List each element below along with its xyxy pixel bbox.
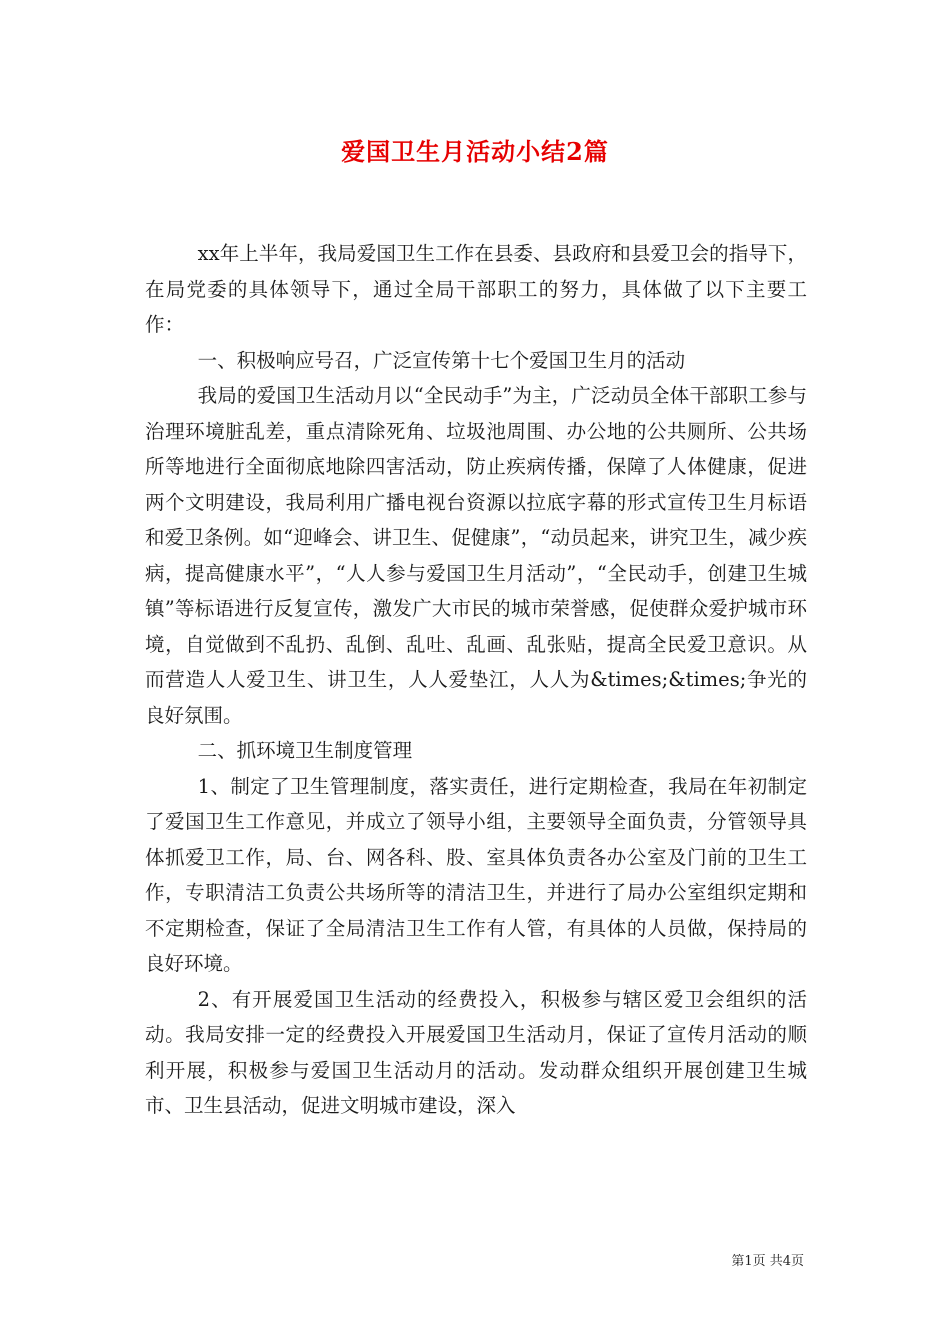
document-body: [145, 236, 807, 1124]
paragraph-item-1: 1、制定了卫生管理制度，落实责任，进行定期检查，我局在年初制定了爱国卫生工作意见，并成立了领导小组，主要领导全面负责，分管领导具体抓爱卫工作，局、台、网各科、股、室具体负责各办公室及门前的卫生工作，专职清洁工负责公共场所等的清洁卫生，并进行了局办公室组织定期和不定期检查，保证了全局清洁卫生工作有人管，有具体的人员做，保持局的良好环境。: [145, 774, 807, 975]
paragraph-item-2: 2、有开展爱国卫生活动的经费投入，积极参与辖区爱卫会组织的活动。我局安排一定的经费投入开展爱国卫生活动月，保证了宣传月活动的顺利开展，积极参与爱国卫生活动月的活动。发动群众组织开展创建卫生城市、卫生县活动，促进文明城市建设，深入: [145, 987, 807, 1117]
section-heading-2: 二、抓环境卫生制度管理: [197, 739, 413, 762]
paragraph-intro: xx年上半年，我局爱国卫生工作在县委、县政府和县爱卫会的指导下，在局党委的具体领导下，通过全局干部职工的努力，具体做了以下主要工作：: [145, 242, 807, 336]
paragraph-campaign: 我局的爱国卫生活动月以“全民动手”为主，广泛动员全体干部职工参与治理环境脏乱差，重点清除死角、垃圾池周围、办公地的公共厕所、公共场所等地进行全面彻底地除四害活动，防止疾病传播，保障了人体健康，促进两个文明建设，我局利用广播电视台资源以拉底字幕的形式宣传卫生月标语和爱卫条例。如“迎峰会、讲卫生、促健康”，“动员起来，讲究卫生，减少疾病，提高健康水平”，“人人参与爱国卫生月活动”，“全民动手，创建卫生城镇”等标语进行反复宣传，激发广大市民的城市荣誉感，促使群众爱护城市环境，自觉做到不乱扔、乱倒、乱吐、乱画、乱张贴，提高全民爱卫意识。从而营造人人爱卫生、讲卫生，人人爱垫江，人人为&times;&times;争光的良好氛围。: [145, 384, 807, 727]
page-number: 第1页 共4页: [731, 1254, 804, 1269]
section-heading-1: 一、积极响应号召，广泛宣传第十七个爱国卫生月的活动: [197, 348, 686, 372]
document-title: 爱国卫生月活动小结2篇: [341, 137, 609, 166]
